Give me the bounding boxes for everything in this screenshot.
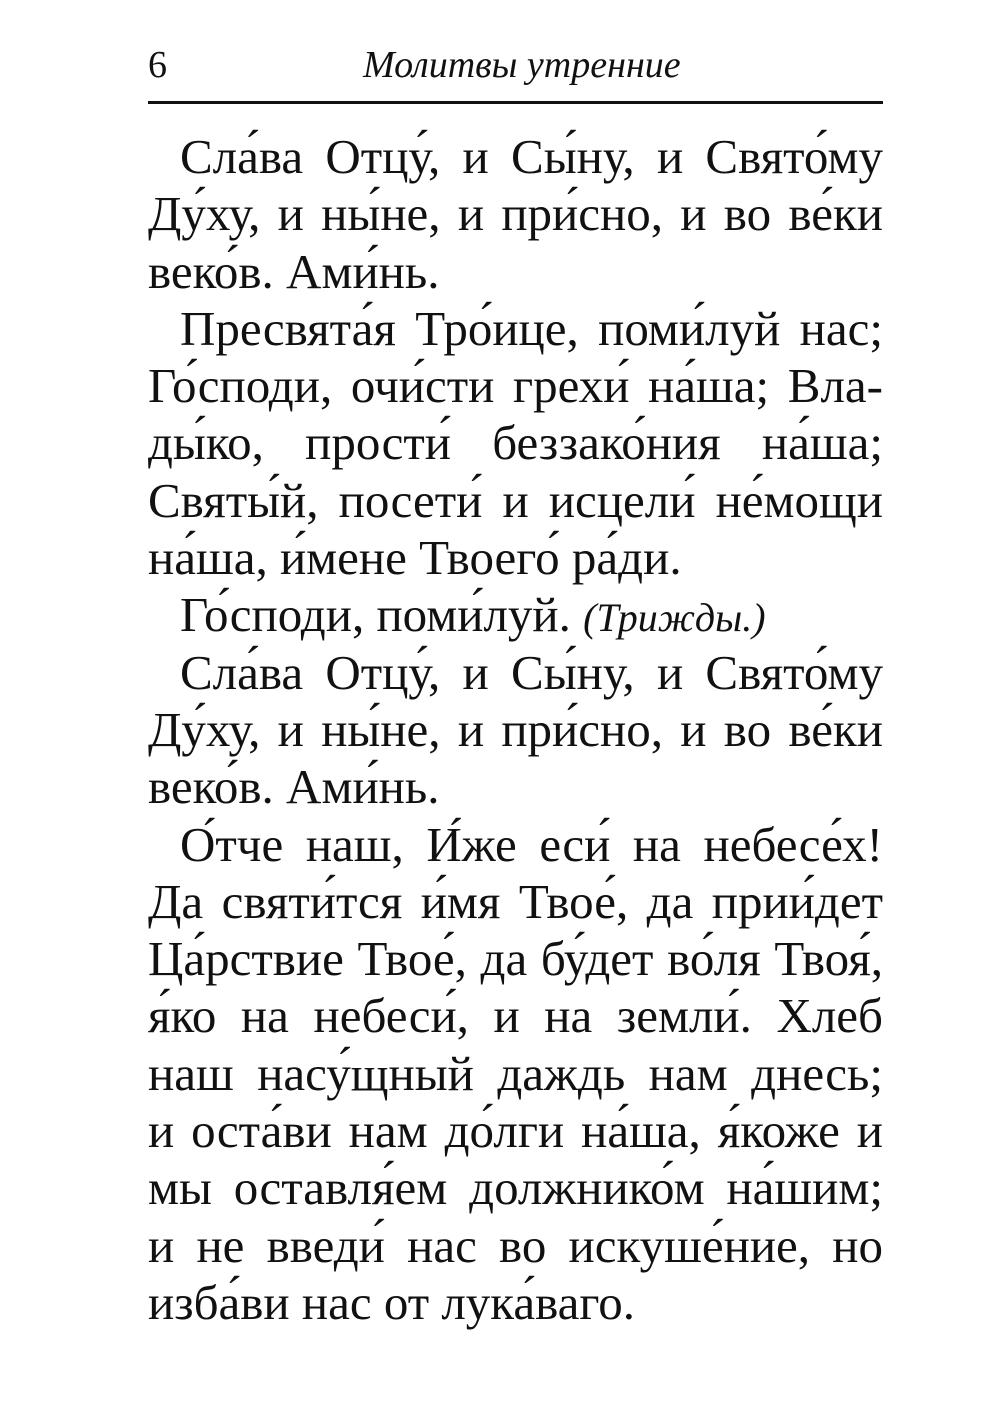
header-rule xyxy=(148,101,883,104)
text-line: и оста́ви нам до́лги на́ша, я́коже и xyxy=(148,1103,883,1159)
running-title: Молитвы утренние xyxy=(363,44,681,86)
text-line: веко́в. Ами́нь. xyxy=(148,759,440,815)
text-line xyxy=(148,586,883,643)
text-line: наш насу́щный даждь нам днесь; xyxy=(148,1045,883,1101)
text-line: ды́ко, прости́ беззако́ния на́ша; xyxy=(148,415,883,471)
text-line: Сла́ва Отцу́, и Сы́ну, и Свято́му xyxy=(180,129,883,184)
text-line: на́ша, и́мене Твоего́ ра́ди. xyxy=(148,530,682,586)
text-line: я́ко на небеси́, и на земли́. Хлеб xyxy=(148,988,883,1044)
text-line: Пресвята́я Тро́ице, поми́луй нас; xyxy=(180,300,883,356)
text-line: изба́ви нас от лука́ваго. xyxy=(148,1274,635,1330)
text-line: Ду́ху, и ны́не, и при́сно, и во ве́ки xyxy=(148,701,883,757)
page-header xyxy=(148,40,883,90)
text-line: и не введи́ нас во искуше́ние, но xyxy=(148,1217,883,1273)
text-line: мы оставля́ем должнико́м на́шим; xyxy=(148,1160,883,1216)
kyrie-text: Го́споди, поми́луй. xyxy=(180,587,571,643)
text-line: О́тче наш, И́же еси́ на небесе́х! xyxy=(180,816,883,872)
rubric-note: (Трижды.) xyxy=(583,595,766,641)
page-number: 6 xyxy=(148,44,167,86)
text-line: Сла́ва Отцу́, и Сы́ну, и Свято́му xyxy=(180,644,883,700)
text-line: Да святи́тся и́мя Твое́, да прии́дет xyxy=(148,873,883,929)
text-line: Ца́рствие Твое́, да бу́дет во́ля Твоя́, xyxy=(148,931,883,987)
prayer-text xyxy=(148,128,883,1331)
text-line: Го́споди, очи́сти грехи́ на́ша; Вла- xyxy=(148,358,883,414)
text-line: Ду́ху, и ны́не, и при́сно, и во ве́ки xyxy=(148,186,883,242)
text-line: Святы́й, посети́ и исцели́ не́мощи xyxy=(148,472,883,528)
text-line: веко́в. Ами́нь. xyxy=(148,243,440,299)
